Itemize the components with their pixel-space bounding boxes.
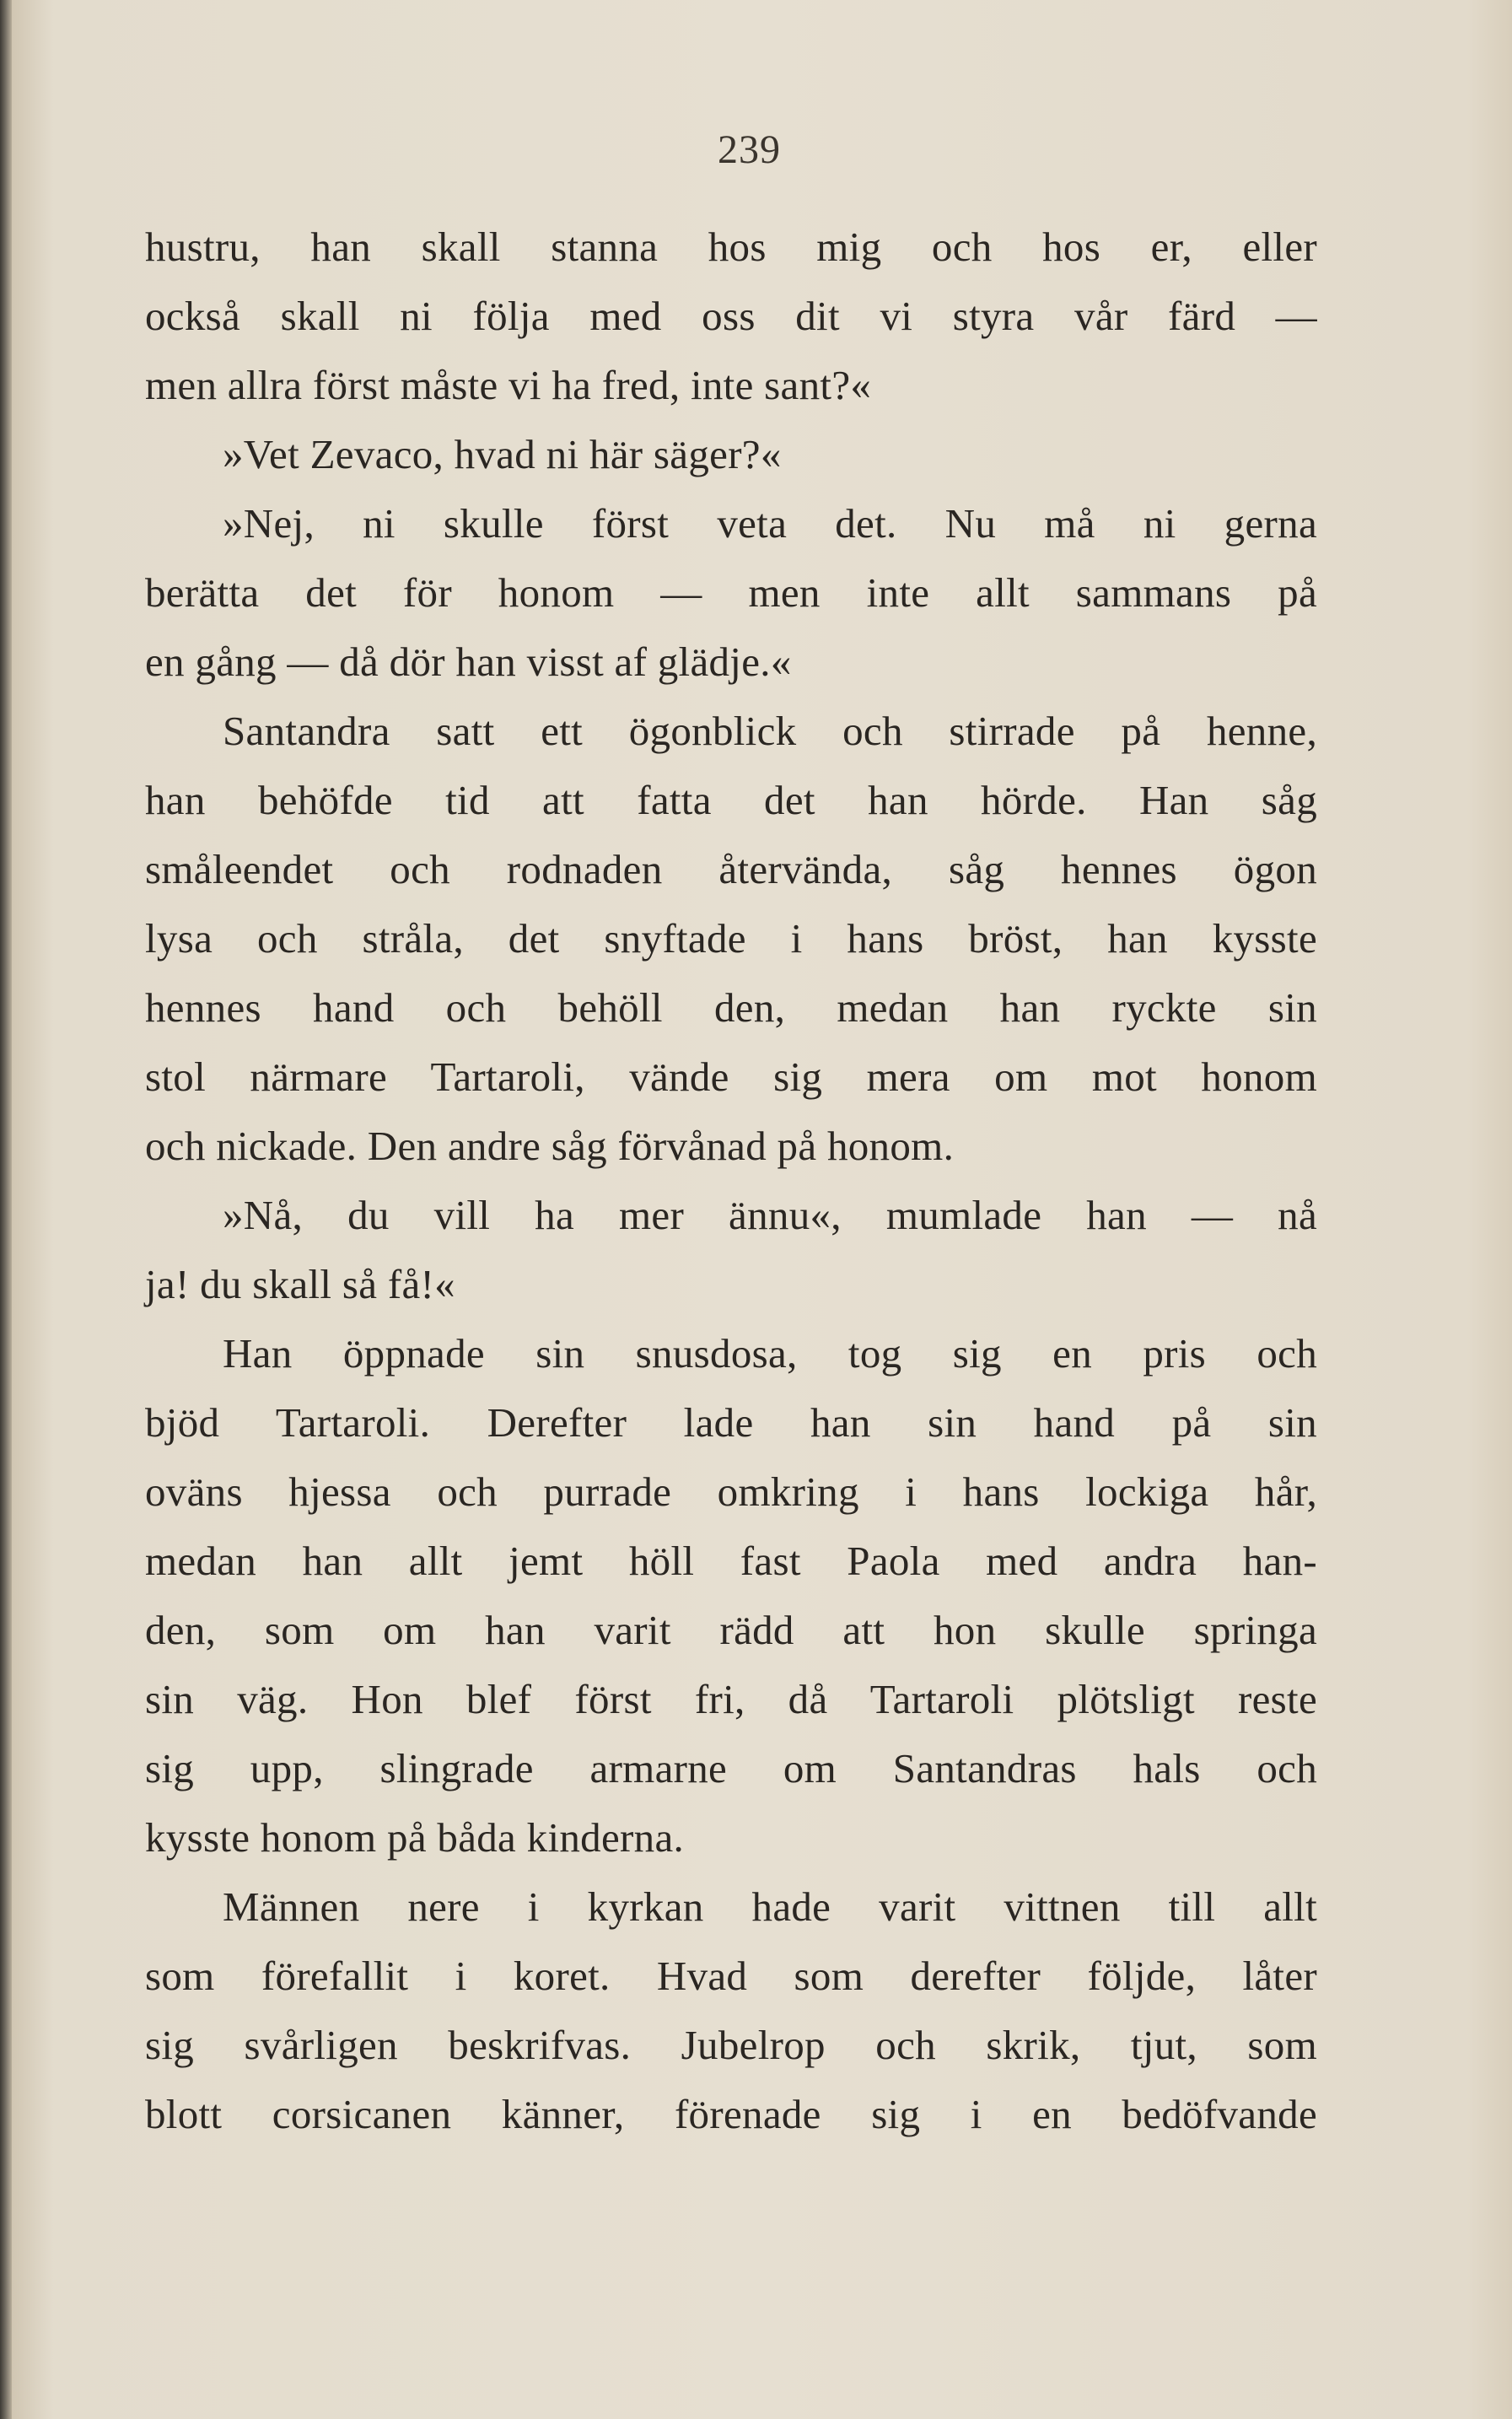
- page-number: 239: [718, 127, 781, 172]
- text-line: också skall ni följa med oss dit vi styra vår färd —: [145, 293, 1317, 339]
- text-line: sig upp, slingrade armarne om Santandras hals och: [145, 1745, 1317, 1791]
- text-line: hennes hand och behöll den, medan han ryckte sin: [145, 984, 1317, 1031]
- text-line: en gång — då dör han visst af glädje.«: [145, 638, 792, 685]
- text-line: och nickade. Den andre såg förvånad på honom.: [145, 1123, 955, 1169]
- text-line: hustru, han skall stanna hos mig och hos er, eller: [145, 224, 1317, 270]
- text-line: den, som om han varit rädd att hon skulle springa: [145, 1607, 1317, 1653]
- text-line: Santandra satt ett ögonblick och stirrade på henne,: [223, 708, 1317, 754]
- text-line: sig svårligen beskrifvas. Jubelrop och skrik, tjut, som: [145, 2022, 1317, 2068]
- text-line: lysa och stråla, det snyftade i hans bröst, han kysste: [145, 915, 1317, 962]
- text-line: »Nej, ni skulle först veta det. Nu må ni gerna: [223, 500, 1317, 547]
- text-line: Han öppnade sin snusdosa, tog sig en pris och: [223, 1330, 1317, 1377]
- text-line: småleendet och rodnaden återvända, såg hennes ögon: [145, 846, 1317, 892]
- text-line: Männen nere i kyrkan hade varit vittnen till allt: [223, 1883, 1317, 1930]
- text-line: berätta det för honom — men inte allt sammans på: [145, 569, 1317, 616]
- text-line: »Vet Zevaco, hvad ni här säger?«: [223, 431, 782, 477]
- text-line: ja! du skall så få!«: [145, 1261, 455, 1307]
- text-line: han behöfde tid att fatta det han hörde. Han såg: [145, 777, 1317, 823]
- text-line: blott corsicanen känner, förenade sig i en bedöfvande: [145, 2091, 1317, 2137]
- text-line: oväns hjessa och purrade omkring i hans lockiga hår,: [145, 1468, 1317, 1515]
- text-line: men allra först måste vi ha fred, inte sant?«: [145, 362, 872, 408]
- text-line: sin väg. Hon blef först fri, då Tartaroli plötsligt reste: [145, 1676, 1317, 1722]
- page-binding-edge: [0, 0, 12, 2419]
- text-line: medan han allt jemt höll fast Paola med andra han-: [145, 1538, 1317, 1584]
- text-line: bjöd Tartaroli. Derefter lade han sin hand på sin: [145, 1399, 1317, 1446]
- text-line: som förefallit i koret. Hvad som derefter följde, låter: [145, 1953, 1317, 1999]
- body-text: [145, 213, 1317, 2149]
- text-line: kysste honom på båda kinderna.: [145, 1814, 685, 1861]
- text-line: »Nå, du vill ha mer ännu«, mumlade han — nå: [223, 1192, 1317, 1238]
- text-line: stol närmare Tartaroli, vände sig mera om mot honom: [145, 1053, 1317, 1100]
